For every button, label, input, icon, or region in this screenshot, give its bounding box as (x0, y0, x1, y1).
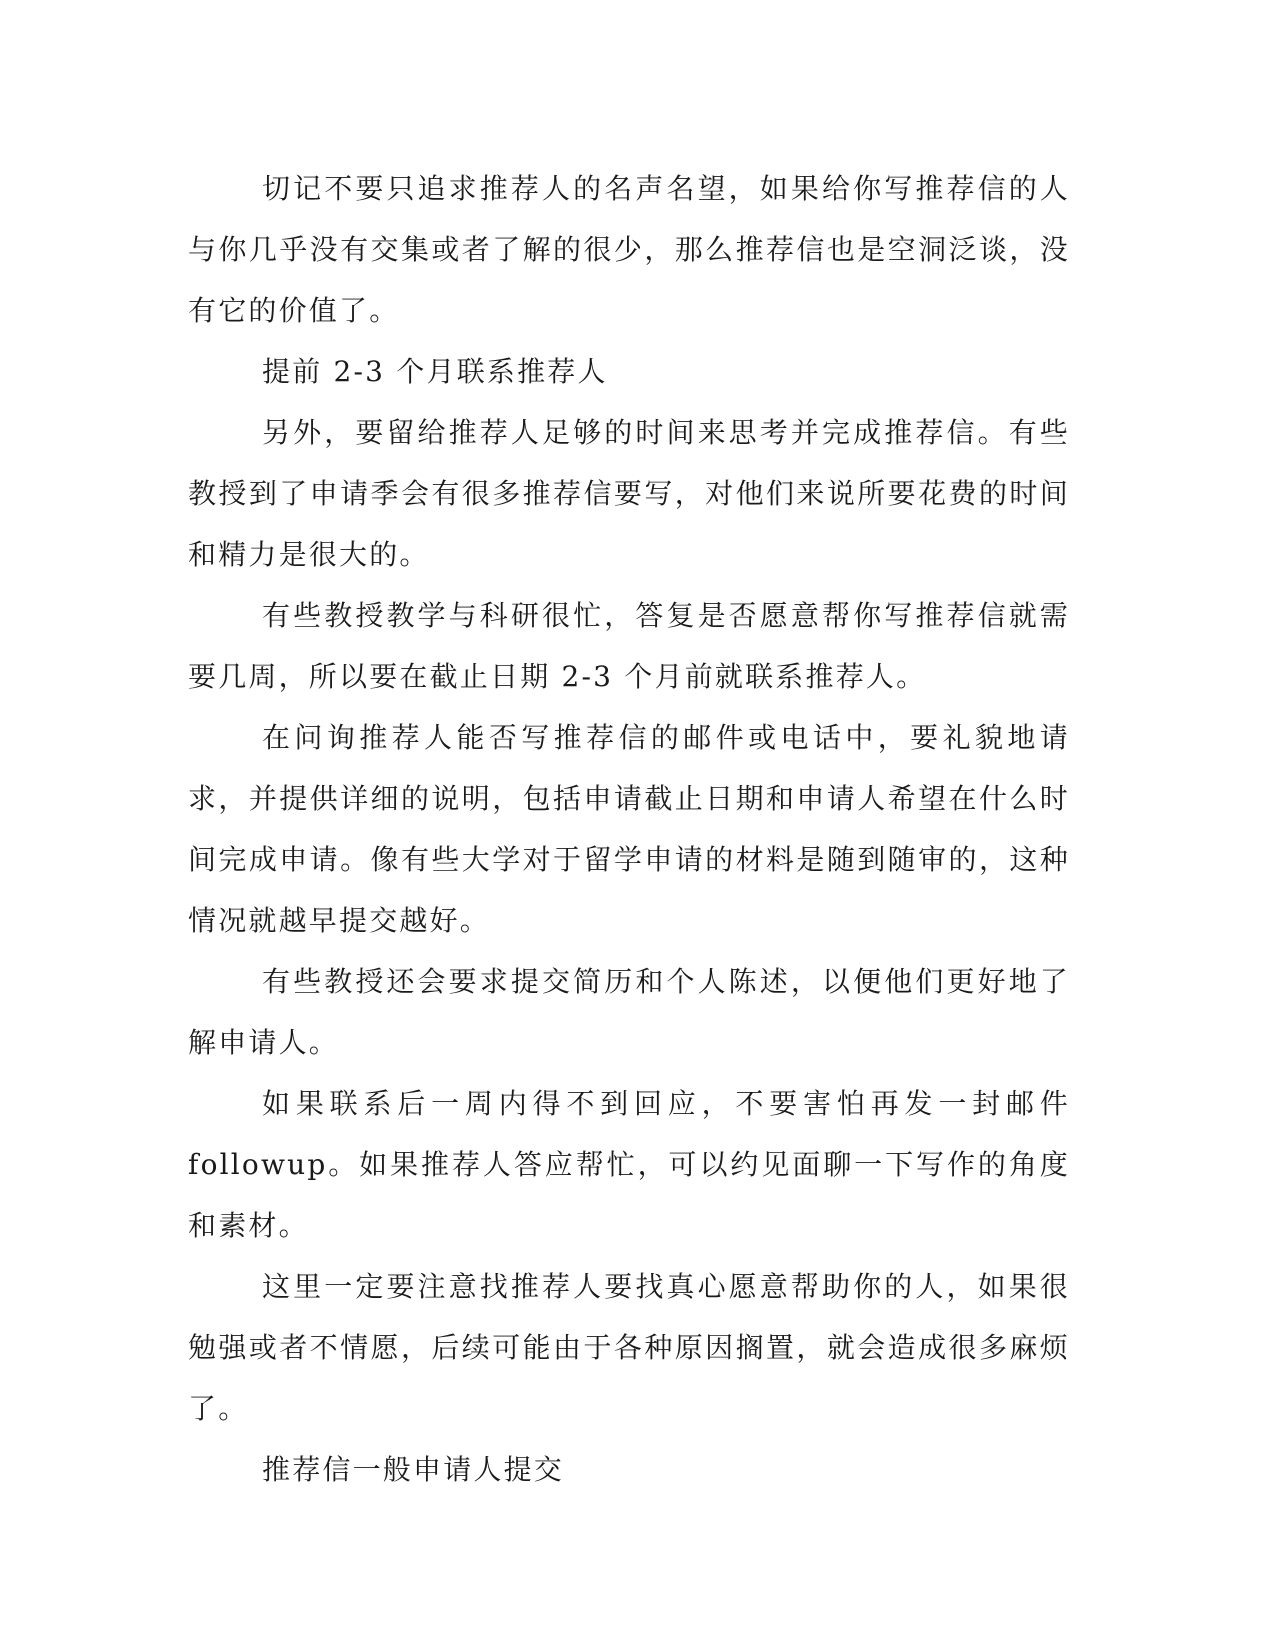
paragraph-reputation-warning: 切记不要只追求推荐人的名声名望，如果给你写推荐信的人与你几乎没有交集或者了解的很少，那么推荐信也是空洞泛谈，没有它的价值了。 (188, 172, 1070, 327)
paragraph-polite-request: 在问询推荐人能否写推荐信的邮件或电话中，要礼貌地请求，并提供详细的说明，包括申请截止日期和申请人希望在什么时间完成申请。像有些大学对于留学申请的材料是随到随审的，这种情况就越早提交越好。 (188, 721, 1070, 937)
section-heading-contact-early: 提前 2-3 个月联系推荐人 (262, 355, 608, 388)
paragraph-allow-time: 另外，要留给推荐人足够的时间来思考并完成推荐信。有些教授到了申请季会有很多推荐信要写，对他们来说所要花费的时间和精力是很大的。 (188, 416, 1070, 571)
document-body (188, 158, 1070, 1500)
paragraph-followup: 如果联系后一周内得不到回应，不要害怕再发一封邮件 followup。如果推荐人答应帮忙，可以约见面聊一下写作的角度和素材。 (188, 1087, 1070, 1242)
section-heading-submission: 推荐信一般申请人提交 (262, 1453, 565, 1486)
paragraph-resume-statement: 有些教授还会要求提交简历和个人陈述，以便他们更好地了解申请人。 (188, 965, 1070, 1059)
paragraph-willing-recommender: 这里一定要注意找推荐人要找真心愿意帮助你的人，如果很勉强或者不情愿，后续可能由于各种原因搁置，就会造成很多麻烦了。 (188, 1270, 1070, 1425)
paragraph-professors-busy: 有些教授教学与科研很忙，答复是否愿意帮你写推荐信就需要几周，所以要在截止日期 2-3 个月前就联系推荐人。 (188, 599, 1070, 693)
